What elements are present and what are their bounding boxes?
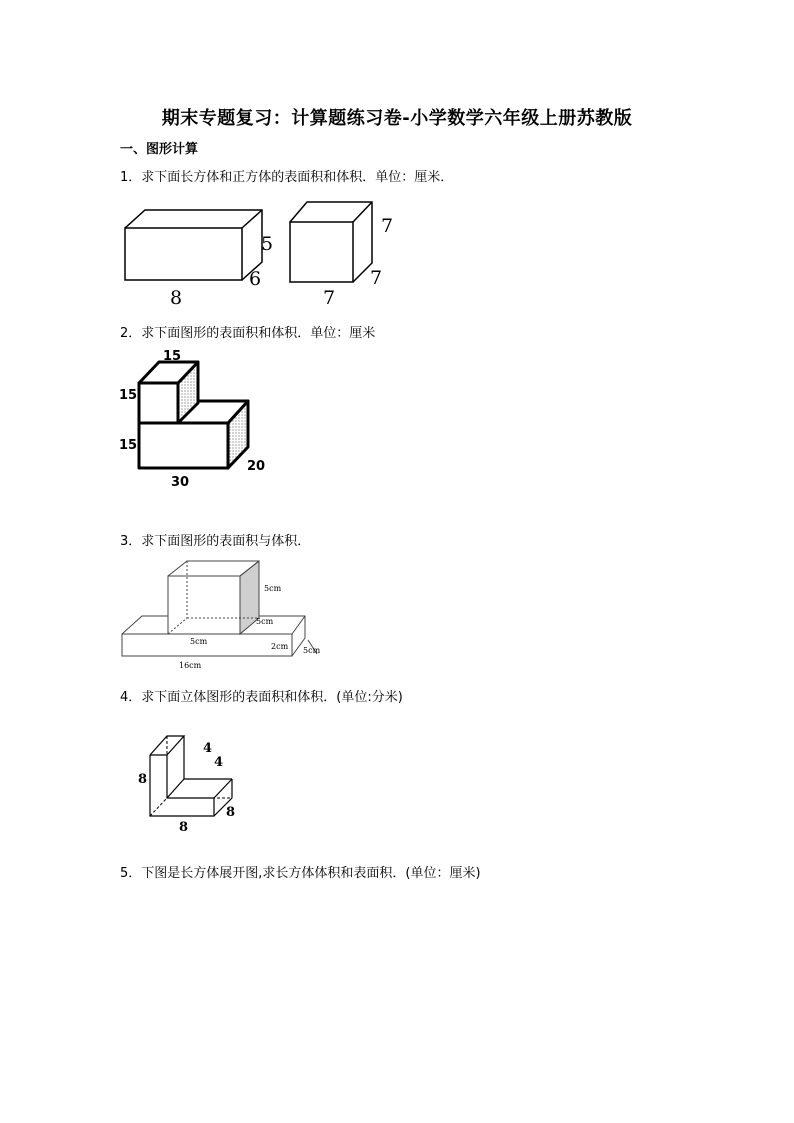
question-number: 3． [120,534,142,549]
label-height: 8 [138,772,148,787]
cube-front-face [290,222,353,282]
question-3 [120,530,310,549]
label-lower-left: 15 [119,438,138,453]
label-cube-height: 5cm [264,584,282,593]
label-upper-left: 15 [119,388,138,403]
label-cuboid-length: 8 [170,287,183,309]
label-cube-bottom: 7 [323,287,336,309]
label-cuboid-height: 5 [261,233,274,255]
upper-block-front [139,383,178,423]
cuboid-front-face [125,228,242,280]
label-bottom: 30 [171,475,190,490]
question-number: 4． [120,690,142,705]
figure-1-cuboid-and-cube [110,190,420,315]
label-slab-depth: 5cm [303,646,321,655]
question-text: 下图是长方体展开图,求长方体体积和表面积．(单位：厘米) [141,866,481,881]
label-b: 4 [214,755,224,770]
label-cube-depth: 7 [370,267,383,289]
label-slab-length: 16cm [179,661,202,670]
question-text: 求下面图形的表面积与体积． [141,534,311,549]
label-bottom: 8 [179,820,189,835]
question-number: 5． [120,866,142,881]
question-text: 求下面长方体和正方体的表面积和体积．单位：厘米． [141,170,454,185]
label-cube-depth: 5cm [256,617,274,626]
question-number: 1． [120,170,142,185]
label-cube-width: 5cm [190,637,208,646]
question-2 [120,322,375,341]
label-depth: 20 [247,459,266,474]
question-number: 2． [120,326,142,341]
page-title: 期末专题复习：计算题练习卷-小学数学六年级上册苏教版 [161,108,633,129]
question-5 [120,862,481,881]
question-4 [120,686,403,705]
lower-block-front [139,423,228,468]
figure-4-l-shaped-solid [130,718,250,838]
label-slab-height: 2cm [271,642,289,651]
question-text: 求下面立体图形的表面积和体积．(单位:分米) [141,690,403,705]
label-cuboid-width: 6 [249,268,262,290]
label-depth: 8 [226,805,236,820]
question-1 [120,166,453,185]
figure-2-stacked-blocks [115,345,275,490]
figure-3-cube-on-slab [115,556,325,674]
l-front-face [150,755,214,816]
section-heading: 一、图形计算 [120,142,199,157]
label-a: 4 [203,741,213,756]
label-top: 15 [163,349,182,364]
question-text: 求下面图形的表面积和体积．单位：厘米 [141,326,376,341]
label-cube-height: 7 [381,215,394,237]
